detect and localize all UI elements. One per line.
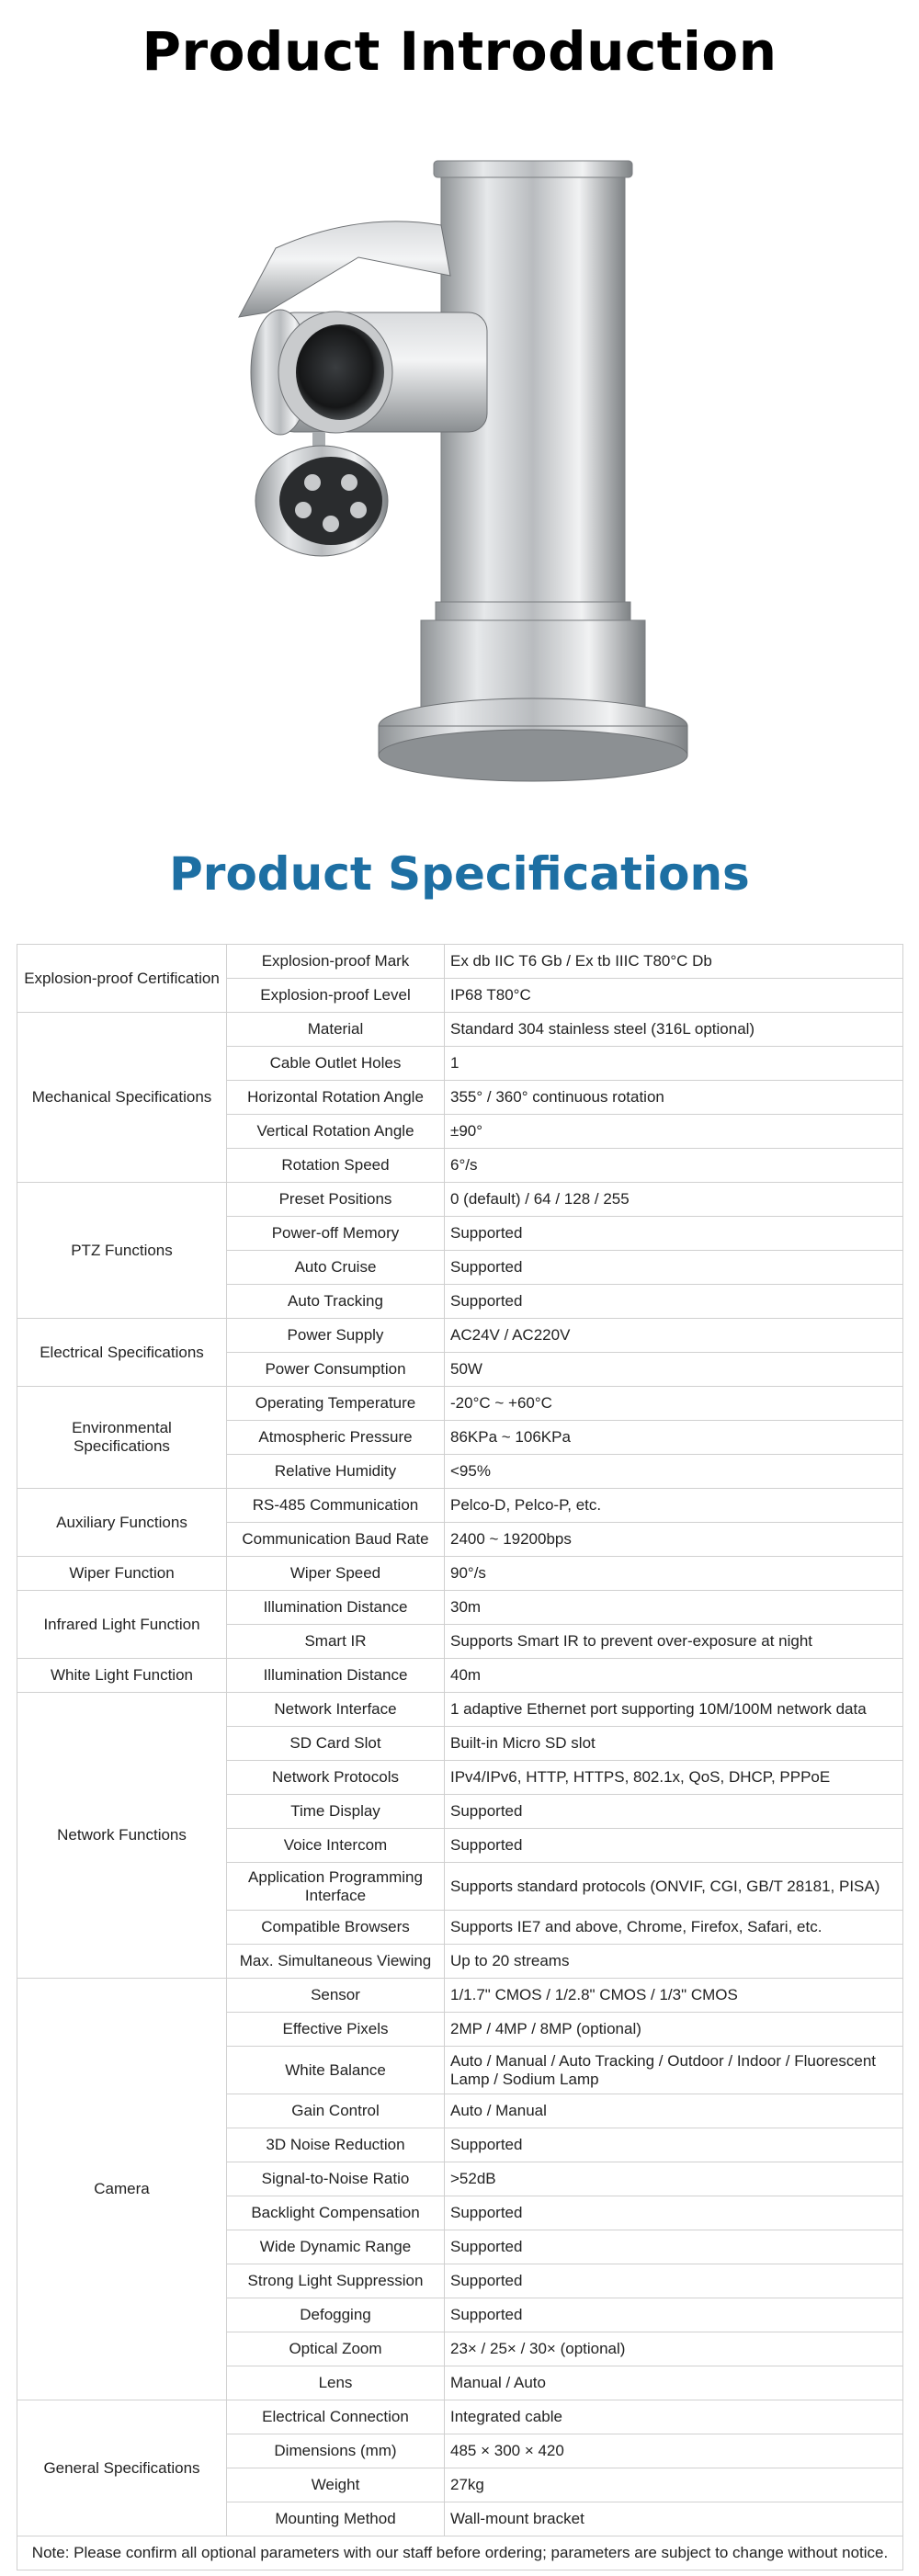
- spec-value: IPv4/IPv6, HTTP, HTTPS, 802.1x, QoS, DHCP, PPPoE: [445, 1761, 903, 1795]
- spec-value: Supports Smart IR to prevent over-exposure at night: [445, 1625, 903, 1659]
- spec-table: [17, 944, 903, 2570]
- spec-value: Supported: [445, 2230, 903, 2264]
- spec-key: Rotation Speed: [227, 1149, 445, 1183]
- spec-value: IP68 T80°C: [445, 979, 903, 1013]
- spec-value: 23× / 25× / 30× (optional): [445, 2332, 903, 2366]
- spec-category: Infrared Light Function: [17, 1591, 227, 1659]
- spec-key: Signal-to-Noise Ratio: [227, 2162, 445, 2196]
- spec-key: White Balance: [227, 2047, 445, 2094]
- spec-key: Compatible Browsers: [227, 1911, 445, 1945]
- spec-key: Auto Tracking: [227, 1285, 445, 1319]
- spec-category: General Specifications: [17, 2400, 227, 2536]
- spec-key: RS-485 Communication: [227, 1489, 445, 1523]
- spec-category: Electrical Specifications: [17, 1319, 227, 1387]
- spec-category: Auxiliary Functions: [17, 1489, 227, 1557]
- spec-key: Illumination Distance: [227, 1591, 445, 1625]
- spec-value: 6°/s: [445, 1149, 903, 1183]
- spec-table-body: [17, 945, 903, 2536]
- spec-key: Optical Zoom: [227, 2332, 445, 2366]
- spec-row: [17, 1979, 903, 2013]
- spec-title: Product Specifications: [169, 847, 750, 901]
- spec-key: Sensor: [227, 1979, 445, 2013]
- spec-row: [17, 1387, 903, 1421]
- spec-value: Supported: [445, 1251, 903, 1285]
- spec-value: Supported: [445, 1217, 903, 1251]
- spec-key: Time Display: [227, 1795, 445, 1829]
- spec-value: Auto / Manual: [445, 2094, 903, 2128]
- spec-row: [17, 1183, 903, 1217]
- spec-value: Up to 20 streams: [445, 1945, 903, 1979]
- spec-key: Preset Positions: [227, 1183, 445, 1217]
- spec-value: >52dB: [445, 2162, 903, 2196]
- spec-key: Defogging: [227, 2298, 445, 2332]
- spec-category: Wiper Function: [17, 1557, 227, 1591]
- spec-row: [17, 1319, 903, 1353]
- spec-key: Mounting Method: [227, 2502, 445, 2536]
- spec-value: Supported: [445, 2128, 903, 2162]
- spec-key: Power-off Memory: [227, 1217, 445, 1251]
- spec-key: Voice Intercom: [227, 1829, 445, 1863]
- spec-category: PTZ Functions: [17, 1183, 227, 1319]
- spec-value: 50W: [445, 1353, 903, 1387]
- spec-key: Power Supply: [227, 1319, 445, 1353]
- spec-value: Supported: [445, 1795, 903, 1829]
- spec-key: Network Protocols: [227, 1761, 445, 1795]
- spec-row: [17, 1489, 903, 1523]
- spec-category: Network Functions: [17, 1693, 227, 1979]
- spec-value: <95%: [445, 1455, 903, 1489]
- spec-category: Explosion-proof Certification: [17, 945, 227, 1013]
- spec-value: 2MP / 4MP / 8MP (optional): [445, 2013, 903, 2047]
- spec-value: AC24V / AC220V: [445, 1319, 903, 1353]
- spec-key: Smart IR: [227, 1625, 445, 1659]
- spec-value: Pelco-D, Pelco-P, etc.: [445, 1489, 903, 1523]
- spec-row: [17, 945, 903, 979]
- note-row: [17, 2536, 903, 2570]
- spec-value: Ex db IIC T6 Gb / Ex tb IIIC T80°C Db: [445, 945, 903, 979]
- spec-value: 2400 ~ 19200bps: [445, 1523, 903, 1557]
- spec-key: Electrical Connection: [227, 2400, 445, 2434]
- spec-category: Environmental Specifications: [17, 1387, 227, 1489]
- spec-value: Supports IE7 and above, Chrome, Firefox, Safari, etc.: [445, 1911, 903, 1945]
- spec-value: Supports standard protocols (ONVIF, CGI, GB/T 28181, PISA): [445, 1863, 903, 1911]
- page-title: Product Introduction: [142, 20, 777, 83]
- spec-value: 27kg: [445, 2468, 903, 2502]
- spec-value: Wall-mount bracket: [445, 2502, 903, 2536]
- note-text: Note: Please confirm all optional parameters with our staff before ordering; parameters are subject to change without notice.: [17, 2536, 903, 2570]
- spec-key: Wiper Speed: [227, 1557, 445, 1591]
- spec-value: 40m: [445, 1659, 903, 1693]
- spec-value: Auto / Manual / Auto Tracking / Outdoor / Indoor / Fluorescent Lamp / Sodium Lamp: [445, 2047, 903, 2094]
- spec-key: Backlight Compensation: [227, 2196, 445, 2230]
- spec-key: Horizontal Rotation Angle: [227, 1081, 445, 1115]
- spec-key: Vertical Rotation Angle: [227, 1115, 445, 1149]
- spec-value: 355° / 360° continuous rotation: [445, 1081, 903, 1115]
- spec-value: 86KPa ~ 106KPa: [445, 1421, 903, 1455]
- spec-row: [17, 1591, 903, 1625]
- spec-category: Camera: [17, 1979, 227, 2400]
- explosion-proof-ptz-camera-icon: [175, 138, 708, 809]
- spec-key: Weight: [227, 2468, 445, 2502]
- spec-value: 1 adaptive Ethernet port supporting 10M/100M network data: [445, 1693, 903, 1727]
- spec-value: -20°C ~ +60°C: [445, 1387, 903, 1421]
- spec-value: 0 (default) / 64 / 128 / 255: [445, 1183, 903, 1217]
- spec-row: [17, 1557, 903, 1591]
- spec-key: Effective Pixels: [227, 2013, 445, 2047]
- spec-value: Supported: [445, 1285, 903, 1319]
- spec-row: [17, 1693, 903, 1727]
- spec-value: 1: [445, 1047, 903, 1081]
- spec-row: [17, 2400, 903, 2434]
- spec-category: White Light Function: [17, 1659, 227, 1693]
- spec-key: Max. Simultaneous Viewing: [227, 1945, 445, 1979]
- spec-value: Supported: [445, 2264, 903, 2298]
- spec-row: [17, 1659, 903, 1693]
- spec-value: Integrated cable: [445, 2400, 903, 2434]
- spec-value: Supported: [445, 1829, 903, 1863]
- spec-value: 485 × 300 × 420: [445, 2434, 903, 2468]
- spec-key: 3D Noise Reduction: [227, 2128, 445, 2162]
- spec-key: Power Consumption: [227, 1353, 445, 1387]
- spec-key: SD Card Slot: [227, 1727, 445, 1761]
- spec-value: Built-in Micro SD slot: [445, 1727, 903, 1761]
- spec-key: Atmospheric Pressure: [227, 1421, 445, 1455]
- spec-key: Illumination Distance: [227, 1659, 445, 1693]
- spec-key: Operating Temperature: [227, 1387, 445, 1421]
- spec-value: ±90°: [445, 1115, 903, 1149]
- spec-value: 1/1.7" CMOS / 1/2.8" CMOS / 1/3" CMOS: [445, 1979, 903, 2013]
- spec-key: Dimensions (mm): [227, 2434, 445, 2468]
- spec-key: Material: [227, 1013, 445, 1047]
- spec-key: Auto Cruise: [227, 1251, 445, 1285]
- spec-key: Relative Humidity: [227, 1455, 445, 1489]
- spec-value: Supported: [445, 2298, 903, 2332]
- spec-key: Lens: [227, 2366, 445, 2400]
- spec-key: Explosion-proof Mark: [227, 945, 445, 979]
- spec-value: Supported: [445, 2196, 903, 2230]
- spec-key: Wide Dynamic Range: [227, 2230, 445, 2264]
- spec-key: Gain Control: [227, 2094, 445, 2128]
- spec-key: Communication Baud Rate: [227, 1523, 445, 1557]
- spec-row: [17, 1013, 903, 1047]
- spec-key: Strong Light Suppression: [227, 2264, 445, 2298]
- spec-category: Mechanical Specifications: [17, 1013, 227, 1183]
- spec-value: 90°/s: [445, 1557, 903, 1591]
- spec-key: Network Interface: [227, 1693, 445, 1727]
- spec-value: 30m: [445, 1591, 903, 1625]
- spec-value: Standard 304 stainless steel (316L optional): [445, 1013, 903, 1047]
- spec-key: Cable Outlet Holes: [227, 1047, 445, 1081]
- spec-key: Application Programming Interface: [227, 1863, 445, 1911]
- spec-key: Explosion-proof Level: [227, 979, 445, 1013]
- spec-value: Manual / Auto: [445, 2366, 903, 2400]
